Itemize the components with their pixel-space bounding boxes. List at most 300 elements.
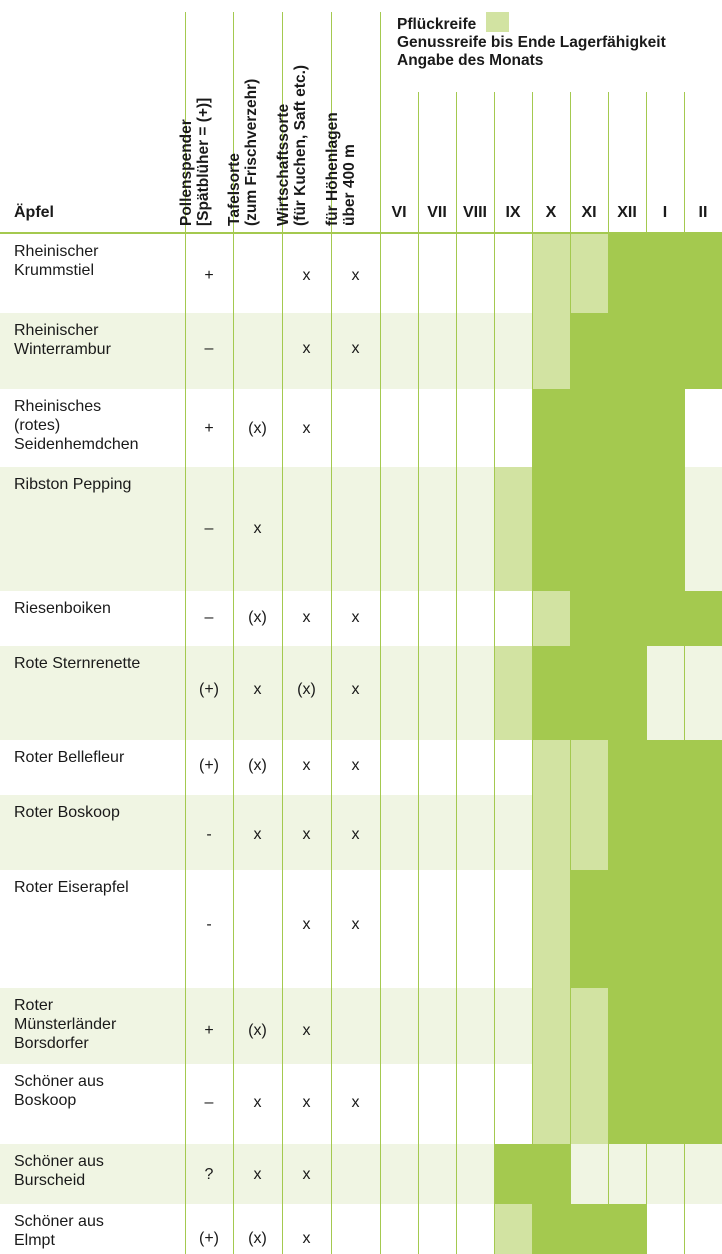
month-cell-xii — [608, 467, 646, 591]
column-divider — [456, 467, 457, 591]
month-cell-xii — [608, 389, 646, 467]
header-apfel: Äpfel — [14, 204, 54, 221]
column-divider — [494, 740, 495, 795]
column-divider — [418, 740, 419, 795]
month-cell-vi — [380, 1144, 418, 1204]
table-row — [0, 313, 722, 389]
table-row — [0, 591, 722, 646]
month-cell-ix — [494, 870, 532, 988]
mark-wirtschaft: x — [302, 757, 311, 774]
column-divider — [418, 591, 419, 646]
month-cell-ix — [494, 313, 532, 389]
month-cell-x — [532, 1064, 570, 1144]
column-divider — [233, 870, 234, 988]
variety-name-line: Schöner aus — [14, 1213, 104, 1230]
legend — [397, 12, 666, 70]
month-cell-x — [532, 870, 570, 988]
month-cell-i — [646, 389, 684, 467]
month-cell-xi — [570, 988, 608, 1064]
column-divider — [646, 591, 647, 646]
column-divider — [494, 870, 495, 988]
month-cell-i — [646, 591, 684, 646]
month-cell-ix — [494, 1204, 532, 1254]
column-divider — [418, 467, 419, 591]
month-cell-xii — [608, 870, 646, 988]
column-divider — [532, 1144, 533, 1204]
mark-pollen: - — [206, 826, 212, 843]
month-cell-x — [532, 988, 570, 1064]
month-cell-i — [646, 988, 684, 1064]
month-cell-vi — [380, 646, 418, 740]
column-divider — [608, 646, 609, 740]
column-divider — [532, 740, 533, 795]
month-cell-viii — [456, 870, 494, 988]
variety-name — [14, 654, 140, 673]
column-divider — [456, 591, 457, 646]
month-cell-xii — [608, 591, 646, 646]
column-divider — [494, 1204, 495, 1254]
column-divider — [380, 646, 381, 740]
table-row — [0, 988, 722, 1064]
table-row — [0, 389, 722, 467]
month-cell-xi — [570, 646, 608, 740]
month-cell-vi — [380, 1064, 418, 1144]
column-divider — [494, 467, 495, 591]
month-cell-ix — [494, 1144, 532, 1204]
month-cell-ix — [494, 234, 532, 313]
column-divider — [331, 1204, 332, 1254]
month-cell-vi — [380, 467, 418, 591]
month-cell-vi — [380, 870, 418, 988]
month-cell-vii — [418, 591, 456, 646]
mark-pollen: – — [204, 609, 214, 626]
month-header-xi: XI — [581, 204, 597, 221]
legend-monat: Angabe des Monats — [397, 52, 544, 69]
month-cell-xi — [570, 467, 608, 591]
mark-hoehen: x — [351, 916, 360, 933]
column-divider — [532, 234, 533, 313]
variety-name — [14, 878, 129, 897]
month-cell-ii — [684, 870, 722, 988]
month-cell-x — [532, 1204, 570, 1254]
month-cell-vii — [418, 870, 456, 988]
column-divider — [456, 1144, 457, 1204]
month-cell-i — [646, 1064, 684, 1144]
column-divider — [646, 740, 647, 795]
variety-name-line: Roter Boskoop — [14, 804, 120, 821]
column-divider — [570, 795, 571, 870]
header-divider — [532, 92, 533, 232]
variety-name-line: (rotes) — [14, 417, 61, 434]
mark-pollen: + — [204, 420, 214, 437]
mark-pollen: (+) — [199, 757, 219, 774]
month-cell-ii — [684, 313, 722, 389]
column-divider — [570, 1144, 571, 1204]
column-divider — [532, 389, 533, 467]
column-divider — [494, 795, 495, 870]
month-cell-viii — [456, 988, 494, 1064]
variety-name-line: Boskoop — [14, 1092, 77, 1109]
variety-name-line: Seidenhemdchen — [14, 436, 139, 453]
mark-pollen: (+) — [199, 681, 219, 698]
table-row — [0, 1144, 722, 1204]
month-cell-vi — [380, 740, 418, 795]
month-cell-ix — [494, 389, 532, 467]
table-row — [0, 1064, 722, 1144]
month-cell-x — [532, 467, 570, 591]
mark-hoehen: x — [351, 609, 360, 626]
column-divider — [380, 1204, 381, 1254]
month-cell-vii — [418, 1064, 456, 1144]
mark-hoehen: x — [351, 340, 360, 357]
header-tafelsorte-line2: (zum Frischverzehr) — [243, 78, 260, 226]
column-divider — [570, 389, 571, 467]
mark-tafel: x — [253, 1166, 262, 1183]
variety-name-line: Schöner aus — [14, 1073, 104, 1090]
mark-tafel: x — [253, 826, 262, 843]
column-divider — [456, 1064, 457, 1144]
month-cell-x — [532, 1144, 570, 1204]
mark-pollen: – — [204, 520, 214, 537]
legend-swatch-light — [486, 12, 509, 32]
variety-name — [14, 748, 124, 767]
column-divider — [608, 591, 609, 646]
month-cell-vii — [418, 1144, 456, 1204]
month-header-x: X — [545, 204, 557, 221]
column-divider — [570, 591, 571, 646]
month-header-ix: IX — [505, 204, 521, 221]
column-divider — [418, 646, 419, 740]
month-cell-ii — [684, 591, 722, 646]
month-cell-xii — [608, 740, 646, 795]
mark-pollen: (+) — [199, 1230, 219, 1247]
column-divider — [608, 1144, 609, 1204]
month-cell-xii — [608, 795, 646, 870]
month-cell-vii — [418, 988, 456, 1064]
month-cell-xi — [570, 795, 608, 870]
mark-pollen: + — [204, 1022, 214, 1039]
month-cell-viii — [456, 234, 494, 313]
column-divider — [418, 1144, 419, 1204]
column-divider — [380, 740, 381, 795]
month-cell-xi — [570, 1144, 608, 1204]
month-cell-vi — [380, 389, 418, 467]
legend-pflueckreife-label: Pflückreife — [397, 16, 477, 33]
column-divider — [570, 467, 571, 591]
header-divider — [608, 92, 609, 232]
column-divider — [380, 467, 381, 591]
mark-tafel: (x) — [248, 1230, 267, 1247]
month-cell-x — [532, 795, 570, 870]
month-cell-ii — [684, 646, 722, 740]
mark-tafel: (x) — [248, 609, 267, 626]
column-divider — [380, 591, 381, 646]
column-divider — [380, 988, 381, 1064]
header-tafelsorte — [226, 79, 260, 226]
mark-hoehen: x — [351, 757, 360, 774]
month-header-ii: II — [698, 204, 708, 221]
column-divider — [532, 313, 533, 389]
column-divider — [456, 795, 457, 870]
table-row — [0, 740, 722, 795]
month-cell-viii — [456, 591, 494, 646]
column-divider — [570, 870, 571, 988]
month-cell-xii — [608, 234, 646, 313]
month-cell-x — [532, 234, 570, 313]
month-cell-ix — [494, 467, 532, 591]
column-divider — [684, 1144, 685, 1204]
column-divider — [570, 1064, 571, 1144]
column-divider — [570, 313, 571, 389]
column-divider — [608, 870, 609, 988]
month-cell-xii — [608, 1144, 646, 1204]
month-cell-xi — [570, 740, 608, 795]
table-row — [0, 795, 722, 870]
mark-hoehen: x — [351, 826, 360, 843]
column-divider — [608, 467, 609, 591]
column-divider — [684, 988, 685, 1064]
table-row — [0, 467, 722, 591]
column-divider — [532, 646, 533, 740]
month-cell-xii — [608, 1064, 646, 1144]
column-divider — [532, 1204, 533, 1254]
header-pollenspender — [178, 98, 212, 226]
month-cell-xii — [608, 988, 646, 1064]
column-divider — [570, 1204, 571, 1254]
variety-name — [14, 475, 131, 494]
mark-tafel: (x) — [248, 757, 267, 774]
variety-name — [14, 803, 120, 822]
variety-name-line: Burscheid — [14, 1172, 86, 1189]
column-divider — [532, 467, 533, 591]
legend-genussreife: Genussreife bis Ende Lagerfähigkeit — [397, 34, 666, 51]
table-row — [0, 870, 722, 988]
column-divider — [684, 234, 685, 313]
month-cell-x — [532, 740, 570, 795]
variety-name-line: Ribston Pepping — [14, 476, 132, 493]
header-divider — [380, 12, 381, 232]
month-cell-xi — [570, 234, 608, 313]
mark-tafel: x — [253, 1094, 262, 1111]
variety-name — [14, 397, 139, 454]
month-cell-viii — [456, 467, 494, 591]
month-cell-vi — [380, 988, 418, 1064]
variety-name-line: Rote Sternrenette — [14, 655, 141, 672]
month-cell-xi — [570, 313, 608, 389]
month-cell-xii — [608, 1204, 646, 1254]
variety-name-line: Roter Eiserapfel — [14, 879, 129, 896]
header-divider — [646, 92, 647, 232]
column-divider — [331, 1144, 332, 1204]
column-divider — [494, 1064, 495, 1144]
variety-name — [14, 321, 111, 359]
column-divider — [646, 313, 647, 389]
month-cell-xi — [570, 591, 608, 646]
month-cell-ix — [494, 988, 532, 1064]
column-divider — [684, 795, 685, 870]
month-cell-ix — [494, 1064, 532, 1144]
column-divider — [380, 389, 381, 467]
month-header-i: I — [662, 204, 668, 221]
column-divider — [233, 313, 234, 389]
column-divider — [418, 313, 419, 389]
month-cell-ii — [684, 740, 722, 795]
mark-wirtschaft: x — [302, 340, 311, 357]
header-divider — [418, 92, 419, 232]
column-divider — [570, 646, 571, 740]
column-divider — [684, 740, 685, 795]
mark-wirtschaft: x — [302, 1230, 311, 1247]
mark-pollen: – — [204, 1094, 214, 1111]
column-divider — [684, 1064, 685, 1144]
column-divider — [608, 1204, 609, 1254]
column-divider — [684, 389, 685, 467]
header-pollenspender-line2: [Spätblüher = (+)] — [195, 97, 212, 226]
month-cell-viii — [456, 740, 494, 795]
variety-name-line: Elmpt — [14, 1232, 55, 1249]
variety-name — [14, 1212, 104, 1250]
variety-name — [14, 996, 116, 1053]
variety-name-line: Rheinischer — [14, 322, 99, 339]
column-divider — [646, 988, 647, 1064]
column-divider — [608, 740, 609, 795]
month-cell-xi — [570, 1204, 608, 1254]
column-divider — [456, 1204, 457, 1254]
month-cell-i — [646, 1204, 684, 1254]
month-cell-i — [646, 1144, 684, 1204]
month-cell-viii — [456, 389, 494, 467]
column-divider — [418, 234, 419, 313]
month-cell-viii — [456, 1144, 494, 1204]
column-divider — [570, 988, 571, 1064]
column-divider — [456, 313, 457, 389]
column-divider — [282, 467, 283, 591]
month-cell-vi — [380, 795, 418, 870]
mark-tafel: x — [253, 520, 262, 537]
mark-wirtschaft: x — [302, 267, 311, 284]
variety-name-line: Winterrambur — [14, 341, 111, 358]
column-divider — [456, 646, 457, 740]
variety-name-line: Roter — [14, 997, 54, 1014]
column-divider — [646, 1064, 647, 1144]
column-divider — [608, 389, 609, 467]
column-divider — [456, 234, 457, 313]
month-cell-ii — [684, 1204, 722, 1254]
header-hoehenlagen-line2: über 400 m — [341, 144, 358, 226]
column-divider — [456, 740, 457, 795]
month-header-vi: VI — [391, 204, 407, 221]
month-cell-ii — [684, 467, 722, 591]
month-cell-viii — [456, 313, 494, 389]
table-row — [0, 234, 722, 313]
column-divider — [646, 795, 647, 870]
variety-name-line: Krummstiel — [14, 262, 95, 279]
month-cell-ix — [494, 740, 532, 795]
column-divider — [494, 389, 495, 467]
mark-hoehen: x — [351, 1094, 360, 1111]
mark-pollen: - — [206, 916, 212, 933]
mark-pollen: ? — [204, 1166, 214, 1183]
month-cell-vii — [418, 234, 456, 313]
month-cell-xi — [570, 389, 608, 467]
month-header-vii: VII — [427, 204, 447, 221]
column-divider — [684, 1204, 685, 1254]
mark-wirtschaft: (x) — [297, 681, 316, 698]
column-divider — [380, 234, 381, 313]
month-cell-x — [532, 591, 570, 646]
month-cell-vi — [380, 313, 418, 389]
variety-name-line: Rheinisches — [14, 398, 102, 415]
column-divider — [418, 389, 419, 467]
month-cell-i — [646, 740, 684, 795]
column-divider — [532, 1064, 533, 1144]
month-cell-xii — [608, 646, 646, 740]
table-header — [0, 0, 722, 232]
header-wirtschaftssorte — [275, 65, 309, 226]
month-cell-x — [532, 389, 570, 467]
column-divider — [494, 646, 495, 740]
month-cell-vii — [418, 795, 456, 870]
month-cell-x — [532, 313, 570, 389]
column-divider — [380, 870, 381, 988]
mark-wirtschaft: x — [302, 1022, 311, 1039]
month-cell-xi — [570, 1064, 608, 1144]
month-cell-xi — [570, 870, 608, 988]
mark-tafel: (x) — [248, 1022, 267, 1039]
variety-name-line: Rheinischer — [14, 243, 99, 260]
column-divider — [418, 795, 419, 870]
column-divider — [646, 234, 647, 313]
mark-pollen: + — [204, 267, 214, 284]
month-cell-ii — [684, 234, 722, 313]
column-divider — [380, 313, 381, 389]
month-cell-ii — [684, 1064, 722, 1144]
mark-tafel: (x) — [248, 420, 267, 437]
column-divider — [331, 389, 332, 467]
header-divider — [456, 92, 457, 232]
month-cell-viii — [456, 795, 494, 870]
month-cell-vii — [418, 646, 456, 740]
column-divider — [646, 1144, 647, 1204]
table-row — [0, 646, 722, 740]
column-divider — [570, 234, 571, 313]
header-divider — [570, 92, 571, 232]
column-divider — [608, 988, 609, 1064]
month-cell-i — [646, 646, 684, 740]
variety-name — [14, 242, 98, 280]
column-divider — [646, 1204, 647, 1254]
month-cell-vi — [380, 1204, 418, 1254]
header-wirtschaftssorte-line2: (für Kuchen, Saft etc.) — [292, 64, 309, 226]
column-divider — [684, 313, 685, 389]
month-cell-vi — [380, 234, 418, 313]
header-divider — [494, 92, 495, 232]
month-cell-viii — [456, 646, 494, 740]
column-divider — [570, 740, 571, 795]
mark-wirtschaft: x — [302, 916, 311, 933]
column-divider — [380, 1064, 381, 1144]
mark-tafel: x — [253, 681, 262, 698]
column-divider — [608, 795, 609, 870]
month-cell-vii — [418, 389, 456, 467]
header-hoehenlagen-line1: für Höhenlagen — [324, 112, 341, 226]
column-divider — [608, 313, 609, 389]
column-divider — [608, 234, 609, 313]
column-divider — [532, 870, 533, 988]
month-cell-ii — [684, 389, 722, 467]
column-divider — [331, 988, 332, 1064]
column-divider — [456, 870, 457, 988]
